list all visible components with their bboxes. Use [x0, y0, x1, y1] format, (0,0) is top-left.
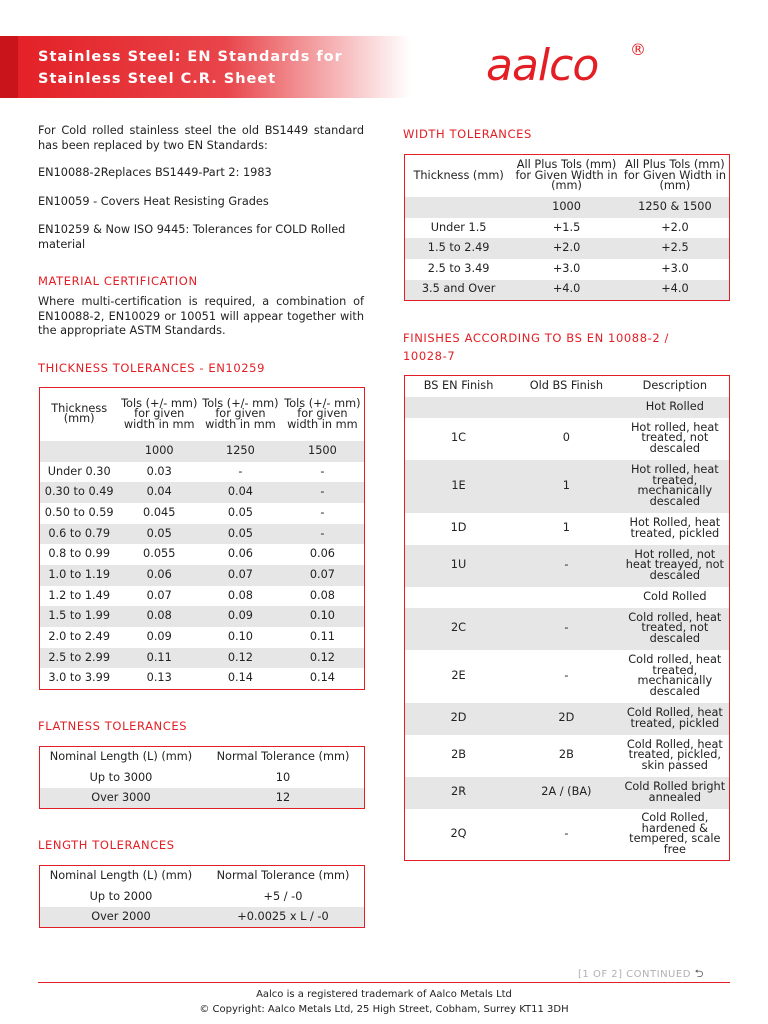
table-cell: 0.6 to 0.79 — [40, 524, 119, 545]
table-cell: Cold Rolled — [643, 589, 707, 603]
table-header-row — [40, 388, 365, 441]
table-cell: 2D — [512, 703, 621, 735]
table-cell: 0.07 — [281, 565, 365, 586]
table-cell: +4.0 — [512, 280, 621, 301]
footer-divider — [38, 982, 730, 983]
table-cell: Up to 2000 — [89, 889, 153, 903]
table-row — [405, 587, 730, 608]
table-cell: +4.0 — [621, 280, 730, 301]
table-cell: Cold rolled, heat treated, not descaled — [621, 608, 730, 650]
header-accent-bar — [0, 36, 18, 98]
aalco-logo: aalco ® — [486, 40, 646, 91]
table-cell: Hot rolled, heat treated, not descaled — [630, 420, 719, 455]
table-cell: 0.055 — [143, 547, 176, 561]
table-row — [40, 462, 365, 483]
table-cell: 10 — [275, 770, 291, 784]
table-row — [40, 565, 365, 586]
table-cell: 1 — [562, 521, 570, 535]
column-header: All Plus Tols (mm) for Given Width in (mm) — [623, 158, 726, 192]
table-cell: 2E — [451, 668, 466, 682]
column-header: Old BS Finish — [529, 379, 603, 392]
finishes-table — [404, 375, 730, 861]
material-certification-heading: MATERIAL CERTIFICATION — [38, 274, 198, 288]
table-cell: Over 3000 — [40, 788, 202, 809]
intro-standard-1: EN10088-2Replaces BS1449-Part 2: 1983 — [38, 166, 272, 179]
table-row — [405, 418, 730, 460]
table-cell: 0.50 to 0.59 — [44, 505, 114, 519]
table-cell: Cold Rolled bright annealed — [621, 777, 730, 809]
continued-indicator: [1 OF 2] CONTINUED ⮌ — [578, 967, 704, 980]
table-row — [40, 606, 365, 627]
table-cell: 3.5 and Over — [405, 280, 513, 301]
table-cell: 1250 — [200, 441, 281, 462]
intro-standard-3: EN10259 & Now ISO 9445: Tolerances for COLD Rolled material — [38, 223, 346, 251]
table-row — [405, 608, 730, 650]
table-cell: 0.14 — [227, 671, 253, 685]
column-header: Tols (+/- mm) for given width in mm — [202, 396, 279, 431]
table-cell: +1.5 — [552, 220, 581, 234]
table-cell: - — [238, 464, 243, 478]
table-cell: 1D — [450, 521, 467, 535]
table-cell: - — [512, 545, 621, 587]
table-cell: 1.5 to 2.49 — [405, 238, 513, 259]
table-subheader-row — [40, 441, 365, 462]
table-row — [40, 648, 365, 669]
table-cell: Hot Rolled — [621, 397, 730, 418]
table-row — [40, 788, 365, 809]
table-cell — [405, 197, 513, 218]
table-cell: 0.06 — [118, 565, 200, 586]
table-cell: 1000 — [118, 441, 200, 462]
table-cell: 2.5 to 2.99 — [40, 648, 119, 669]
table-row — [405, 703, 730, 735]
table-cell — [512, 397, 621, 418]
table-cell: 2.0 to 2.49 — [48, 630, 111, 644]
table-cell: 0.045 — [143, 505, 176, 519]
column-header: Tols (+/- mm) for given width in mm — [284, 396, 361, 431]
table-cell: Up to 3000 — [89, 770, 153, 784]
footer-trademark: Aalco is a registered trademark of Aalco Metals Ltd — [256, 989, 512, 1000]
intro-paragraph: For Cold rolled stainless steel the old BS1449 standard has been replaced by two EN Standards: — [38, 124, 364, 152]
table-cell: 1500 — [281, 441, 365, 462]
column-header: Normal Tolerance (mm) — [216, 869, 350, 882]
table-row — [40, 524, 365, 545]
table-cell: 0.08 — [118, 606, 200, 627]
column-header: Description — [642, 379, 707, 392]
table-cell: 0.05 — [200, 524, 281, 545]
length-tolerances-heading: LENGTH TOLERANCES — [38, 838, 175, 852]
width-tolerances-heading: WIDTH TOLERANCES — [403, 127, 532, 141]
table-cell: - — [564, 668, 569, 682]
table-cell: 1250 & 1500 — [621, 197, 730, 218]
column-header: BS EN Finish — [423, 379, 494, 392]
table-cell: Hot Rolled, heat treated, pickled — [629, 516, 721, 540]
continue-arrow-icon: ⮌ — [694, 967, 704, 980]
table-cell: Under 1.5 — [430, 220, 487, 234]
table-cell: 0.11 — [118, 648, 200, 669]
column-header: Thickness (mm) — [51, 401, 108, 426]
table-row — [405, 460, 730, 513]
table-cell: 1E — [405, 460, 513, 513]
column-header: All Plus Tols (mm) for Given Width in (mm) — [515, 158, 618, 192]
table-cell: +5 / -0 — [263, 889, 303, 903]
flatness-tolerances-heading: FLATNESS TOLERANCES — [38, 719, 188, 733]
table-cell: Cold rolled, heat treated, mechanically descaled — [628, 653, 722, 698]
table-cell: 0.04 — [200, 482, 281, 503]
table-header-row — [405, 376, 730, 397]
table-row — [40, 668, 365, 689]
table-cell: 1C — [451, 431, 467, 445]
table-cell: - — [320, 505, 325, 519]
table-cell: - — [320, 464, 325, 478]
table-row — [405, 650, 730, 703]
table-cell: Cold Rolled, hardened & tempered, scale free — [629, 811, 721, 856]
table-row — [40, 544, 365, 565]
table-row — [405, 280, 730, 301]
table-cell — [405, 397, 513, 418]
table-cell: +2.0 — [512, 238, 621, 259]
table-cell: Under 0.30 — [47, 464, 111, 478]
table-row — [405, 513, 730, 545]
table-cell: 3.0 to 3.99 — [48, 671, 111, 685]
table-cell: Hot rolled, not heat treayed, not descaled — [621, 545, 730, 587]
table-cell: 0.08 — [309, 588, 335, 602]
table-cell: Cold Rolled, heat treated, pickled, skin passed — [626, 737, 723, 772]
table-cell: 0.08 — [227, 588, 253, 602]
table-cell: 0.09 — [200, 606, 281, 627]
finishes-heading: FINISHES ACCORDING TO BS EN 10088-2 / 10028-7 — [403, 331, 670, 363]
table-cell: 0.05 — [227, 505, 253, 519]
table-cell: 2B — [451, 748, 466, 762]
table-row — [40, 907, 365, 928]
table-row — [405, 809, 730, 861]
table-cell: 0.11 — [309, 630, 335, 644]
table-cell: 0.12 — [200, 648, 281, 669]
column-header: Tols (+/- mm) for given width in mm — [121, 396, 198, 431]
flatness-tolerances-table — [39, 746, 365, 809]
table-header-row — [40, 747, 365, 768]
table-row — [405, 545, 730, 587]
table-cell: Cold Rolled, heat treated, pickled — [621, 703, 730, 735]
table-cell: 1000 — [512, 197, 621, 218]
table-cell — [405, 587, 513, 608]
table-cell: 0.07 — [146, 588, 172, 602]
table-cell — [40, 441, 119, 462]
column-header: Nominal Length (L) (mm) — [49, 869, 193, 882]
table-cell: +3.0 — [661, 261, 689, 275]
table-row — [40, 503, 365, 524]
table-cell: 0.10 — [281, 606, 365, 627]
table-row — [405, 397, 730, 418]
table-row — [405, 735, 730, 777]
table-cell: 0.13 — [146, 671, 172, 685]
table-row — [405, 777, 730, 809]
thickness-tolerances-table — [39, 387, 365, 690]
width-tolerances-table — [404, 154, 730, 301]
table-cell: 0.07 — [200, 565, 281, 586]
table-row — [405, 259, 730, 280]
table-cell: - — [564, 827, 569, 840]
table-cell: +3.0 — [552, 261, 581, 275]
table-cell: 0 — [562, 431, 570, 445]
table-cell: 0.09 — [146, 630, 172, 644]
table-row — [40, 482, 365, 503]
table-cell: Over 2000 — [40, 907, 202, 928]
page-title: Stainless Steel: EN Standards for Stainless Steel C.R. Sheet — [38, 49, 343, 87]
table-cell: 2R — [405, 777, 513, 809]
table-cell: 2.5 to 3.49 — [427, 261, 490, 275]
table-header-row — [40, 866, 365, 887]
table-cell: 0.06 — [227, 547, 253, 561]
table-cell: 0.30 to 0.49 — [40, 482, 119, 503]
table-cell: +2.0 — [661, 220, 689, 234]
table-header-row — [405, 155, 730, 197]
table-row — [40, 627, 365, 648]
table-cell: 0.8 to 0.99 — [48, 547, 111, 561]
table-row — [40, 887, 365, 908]
table-row — [405, 238, 730, 259]
table-cell: 0.06 — [309, 547, 335, 561]
table-cell: 0.12 — [281, 648, 365, 669]
table-cell: 2C — [405, 608, 513, 650]
table-cell: 2B — [558, 748, 574, 762]
table-row — [40, 586, 365, 607]
table-cell: +0.0025 x L / -0 — [202, 907, 365, 928]
table-cell: 2D — [405, 703, 513, 735]
table-cell: 2Q — [450, 827, 467, 840]
table-cell: 1.0 to 1.19 — [40, 565, 119, 586]
table-cell: - — [281, 482, 365, 503]
table-cell: 2A / (BA) — [512, 777, 621, 809]
column-header: Nominal Length (L) (mm) — [49, 750, 193, 763]
table-cell: 0.05 — [118, 524, 200, 545]
table-subheader-row — [405, 197, 730, 218]
table-cell: 0.04 — [118, 482, 200, 503]
column-header: Thickness (mm) — [413, 168, 504, 182]
table-cell: 0.10 — [227, 630, 253, 644]
footer-copyright: © Copyright: Aalco Metals Ltd, 25 High Street, Cobham, Surrey KT11 3DH — [199, 1004, 569, 1015]
table-cell: 1.2 to 1.49 — [48, 588, 111, 602]
material-certification-text: Where multi-certification is required, a combination of EN10088-2, EN10029 or 10051 will appear together with the appropriate ASTM Standards. — [38, 295, 364, 337]
table-row — [405, 218, 730, 239]
table-cell: 0.03 — [146, 464, 172, 478]
intro-standard-2: EN10059 - Covers Heat Resisting Grades — [38, 195, 269, 208]
table-cell: - — [281, 524, 365, 545]
length-tolerances-table — [39, 865, 365, 928]
table-cell — [512, 587, 621, 608]
table-cell: 12 — [202, 788, 365, 809]
table-cell: +2.5 — [621, 238, 730, 259]
table-cell: 1.5 to 1.99 — [40, 606, 119, 627]
table-cell: 0.14 — [309, 671, 335, 685]
table-cell: - — [512, 608, 621, 650]
table-row — [40, 768, 365, 789]
column-header: Normal Tolerance (mm) — [216, 750, 350, 763]
table-cell: 1 — [512, 460, 621, 513]
table-cell: Hot rolled, heat treated, mechanically descaled — [621, 460, 730, 513]
table-cell: 1U — [405, 545, 513, 587]
thickness-tolerances-heading: THICKNESS TOLERANCES - EN10259 — [38, 361, 266, 375]
